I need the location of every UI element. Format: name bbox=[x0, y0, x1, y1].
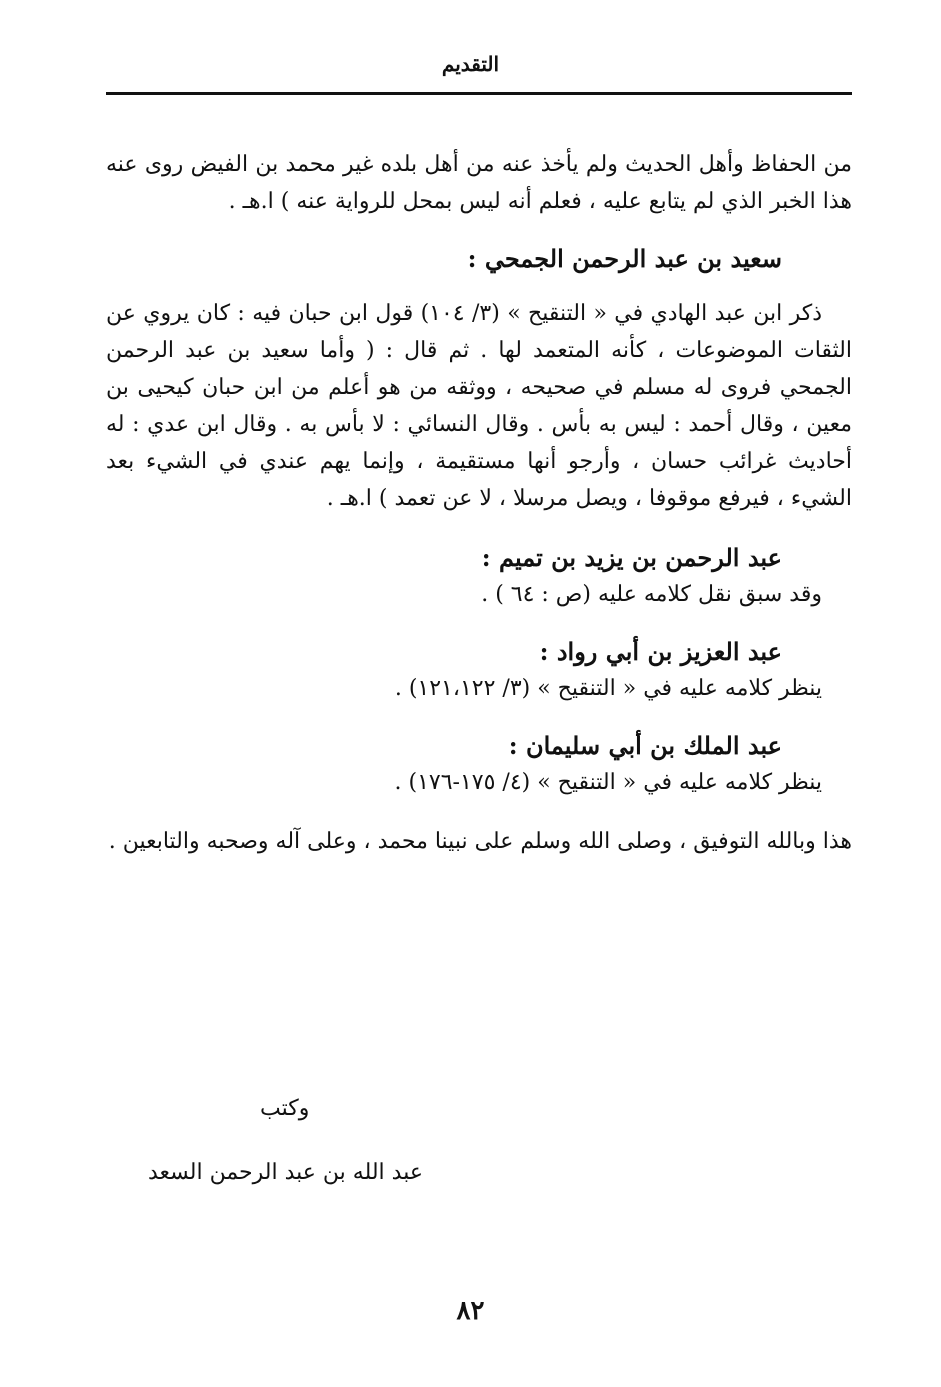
paragraph-closing: هذا وبالله التوفيق ، وصلى الله وسلم على نبينا محمد ، وعلى آله وصحبه والتابعين . bbox=[108, 829, 852, 854]
page-number: ٨٢ bbox=[456, 1296, 485, 1326]
paragraph-abdulrahman-yazid: وقد سبق نقل كلامه عليه (ص : ٦٤ ) . bbox=[481, 582, 822, 607]
page-body bbox=[106, 146, 852, 860]
paragraph-said-al-jumahi: ذكر ابن عبد الهادي في « التنقيح » (٣/ ١٠٤) قول ابن حبان فيه : كان يروي عن الثقات الموضوعات ، كأنه المتعمد لها . ثم قال : ( وأما سعيد بن عبد الرحمن الجمحي فروى له مسلم في صحيحه ، ووثقه من هو أعلم من ابن حبان كيحيى بن معين ، وقال أحمد : ليس به بأس . وقال النسائي : لا بأس به . وقال ابن عدي : له أحاديث غرائب حسان ، وأرجو أنها مستقيمة ، وإنما يهم عندي في الشيء بعد الشيء ، فيرفع موقوفا ، ويصل مرسلا ، لا عن تعمد ) ا.هـ . bbox=[106, 301, 852, 511]
header-rule bbox=[106, 92, 852, 95]
section-heading-abdulrahman-yazid: عبد الرحمن بن يزيد بن تميم : bbox=[481, 543, 782, 572]
section-heading-said-al-jumahi: سعيد بن عبد الرحمن الجمحي : bbox=[467, 244, 782, 273]
paragraph-abdulmalik-sulayman: ينظر كلامه عليه في « التنقيح » (٤/ ١٧٥-١٧٦) . bbox=[394, 770, 822, 795]
signature-wrote-label: وكتب bbox=[260, 1096, 310, 1121]
running-header-title: التقديم bbox=[441, 52, 500, 76]
section-heading-abdulmalik-sulayman: عبد الملك بن أبي سليمان : bbox=[508, 731, 782, 760]
paragraph-abdulaziz-rawwad: ينظر كلامه عليه في « التنقيح » (٣/ ١٢١،١٢٢) . bbox=[394, 676, 822, 701]
paragraph-continuation: من الحفاظ وأهل الحديث ولم يأخذ عنه من أهل بلده غير محمد بن الفيض روى عنه هذا الخبر الذي لم يتابع عليه ، فعلم أنه ليس بمحل للرواية عنه ) ا.هـ . bbox=[106, 152, 852, 214]
signature-author-name: عبد الله بن عبد الرحمن السعد bbox=[148, 1160, 423, 1185]
section-heading-abdulaziz-rawwad: عبد العزيز بن أبي رواد : bbox=[539, 637, 782, 666]
